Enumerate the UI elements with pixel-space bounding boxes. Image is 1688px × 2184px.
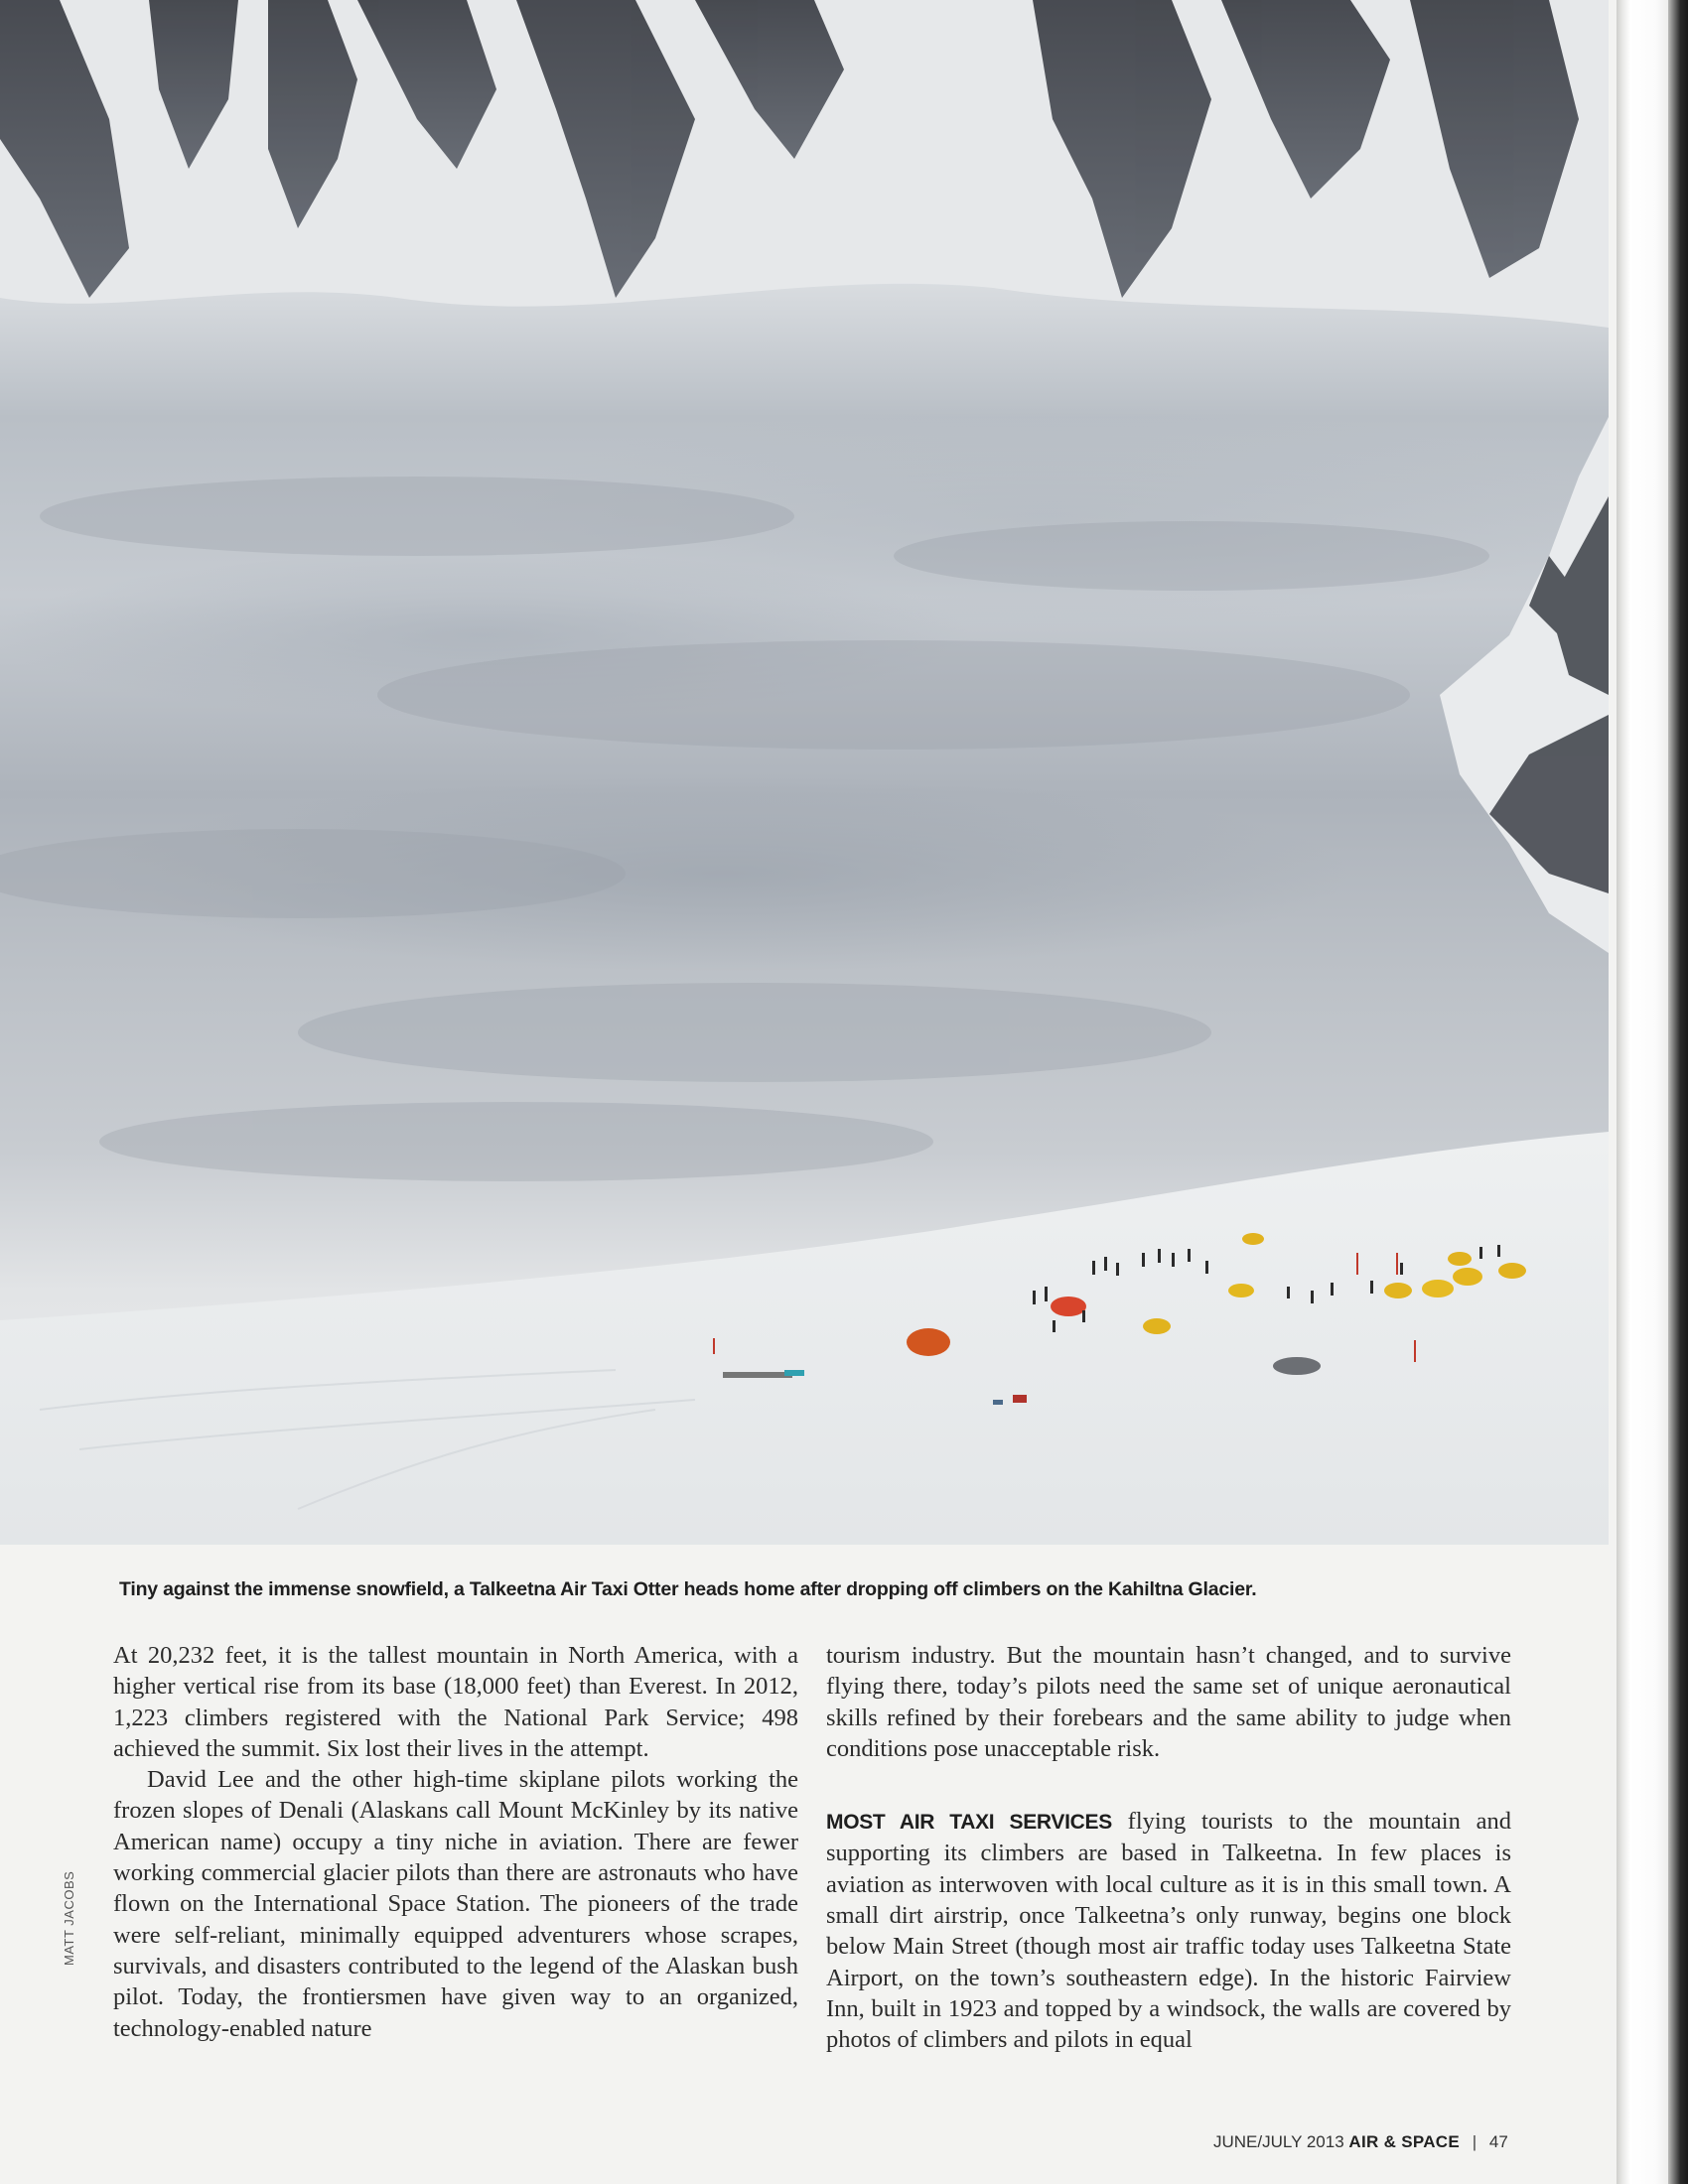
scanner-edge — [1668, 0, 1688, 2184]
paragraph: tourism industry. But the mountain hasn’t changed, and to survive flying there, today’s pilots need the same set of unique aeronautical skills refined by their forebears and the same ability to judge when conditions pose unacceptable risk. — [826, 1642, 1511, 1762]
article-column-left — [113, 1640, 798, 2044]
article-column-right — [826, 1640, 1511, 2056]
page-number: 47 — [1488, 2132, 1508, 2151]
section-lead-in: MOST AIR TAXI SERVICES — [826, 1811, 1112, 1835]
folio-separator: | — [1472, 2132, 1477, 2151]
section-break — [826, 1764, 1511, 1806]
page-folio — [1213, 2132, 1508, 2152]
photo-credit: MATT JACOBS — [62, 1870, 76, 1966]
magazine-name: AIR & SPACE — [1348, 2132, 1461, 2151]
paragraph-body: flying tourists to the mountain and supporting its climbers are based in Talkeetna. In few places is aviation as interwoven with local culture as it is in this small town. A small dirt airstrip, once Talkeetna’s only runway, begins one block below Main Street (though most air traffic today uses Talkeetna State Airport, on the town’s southeastern edge). In the historic Fairview Inn, built in 1923 and topped by a windsock, the walls are covered by photos of climbers and pilots in equal — [826, 1808, 1511, 2054]
photo-caption: Tiny against the immense snowfield, a Talkeetna Air Taxi Otter heads home after dropping off climbers on the Kahiltna Glacier. — [119, 1578, 1257, 1600]
paragraph: David Lee and the other high-time skiplane pilots working the frozen slopes of Denali (Alaskans call Mount McKinley by its native American name) occupy a tiny niche in aviation. There are fewer working commercial glacier pilots than there are astronauts who have flown on the International Space Station. The pioneers of the trade were self-reliant, minimally equipped adventurers whose scrapes, survivals, and disasters contributed to the legend of the Alaskan bush pilot. Today, the frontiersmen have given way to an organized, technology-enabled nature — [113, 1766, 798, 2042]
page-edge — [1617, 0, 1688, 2184]
paragraph: At 20,232 feet, it is the tallest mountain in North America, with a higher vertical rise from its base (18,000 feet) than Everest. In 2012, 1,223 climbers registered with the National Park Service; 498 achieved the summit. Six lost their lives in the attempt. — [113, 1642, 798, 1762]
paragraph — [826, 1806, 1511, 2055]
issue-date: JUNE/JULY 2013 — [1213, 2132, 1344, 2151]
